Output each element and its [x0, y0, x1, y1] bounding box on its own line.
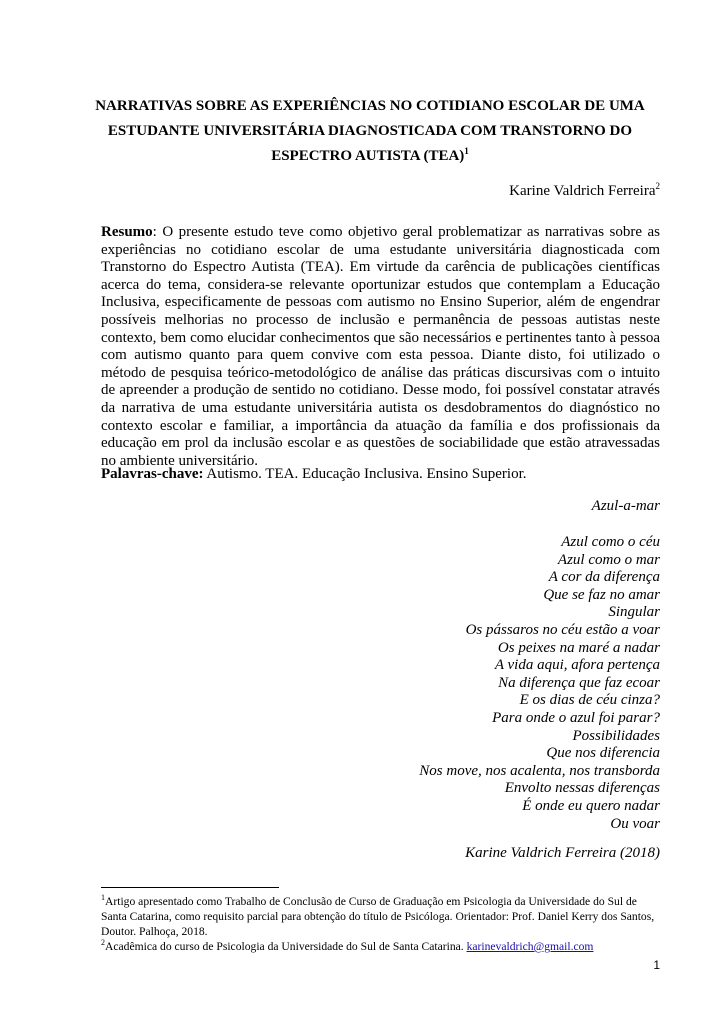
keywords-line [101, 464, 660, 484]
page-number: 1 [653, 958, 660, 972]
poem-verse: Os pássaros no céu estão a voar [465, 621, 660, 638]
poem-verse: Nos move, nos acalenta, nos transborda [419, 762, 660, 779]
poem-verse: Possibilidades [572, 727, 660, 744]
poem-verse: Na diferença que faz ecoar [498, 674, 660, 691]
abstract-label: Resumo [101, 224, 153, 240]
keywords-label: Palavras-chave: [101, 466, 204, 482]
footnote-divider [101, 887, 279, 888]
footnotes [101, 894, 661, 954]
footnote-2-mark: 2 [101, 938, 105, 948]
title-footnote-mark: 1 [464, 146, 469, 156]
poem-verse: Que se faz no amar [543, 586, 660, 603]
title-line-3: ESPECTRO AUTISTA (TEA) [271, 148, 465, 164]
author-name: Karine Valdrich Ferreira [509, 183, 656, 199]
author-footnote-mark: 2 [655, 181, 660, 191]
poem-verse: A cor da diferença [548, 569, 660, 586]
poem-verse: Azul como o céu [561, 534, 660, 550]
keywords-text: Autismo. TEA. Educação Inclusiva. Ensino Superior. [203, 466, 527, 482]
poem-title: Azul-a-mar [591, 498, 660, 514]
poem-verse: Que nos diferencia [546, 745, 660, 762]
author-email-link[interactable]: karinevaldrich@gmail.com [466, 940, 594, 953]
poem-verse: É onde eu quero nadar [522, 797, 660, 814]
abstract-paragraph [101, 224, 660, 470]
title-line-2: ESTUDANTE UNIVERSITÁRIA DIAGNOSTICADA COM TRANSTORNO DO [107, 123, 633, 139]
poem-verse: Os peixes na maré a nadar [497, 639, 660, 656]
title-line-1: NARRATIVAS SOBRE AS EXPERIÊNCIAS NO COTIDIANO ESCOLAR DE UMA [95, 98, 645, 114]
footnote-1-mark: 1 [101, 893, 105, 903]
abstract-separator: : [152, 224, 163, 240]
poem-verse: E os dias de céu cinza? [519, 692, 660, 709]
poem-verse: Singular [608, 604, 660, 621]
author-line [509, 181, 660, 201]
abstract-text: O presente estudo teve como objetivo geral problematizar as narrativas sobre as experiências no cotidiano escolar de uma estudante universitária diagnosticada com Transtorno do Espectro Autista (TEA). Em virtude da carência de publicações científicas acerca do tema, considera-se relevante oportunizar estudos que contemplam a Educação Inclusiva, especificamente de pessoas com autismo no Ensino Superior, além de engendrar possíveis melhorias no processo de inclusão e permanência de pessoas autistas neste contexto, bem como elucidar conhecimentos que são necessários e pertinentes tanto à pessoa com autismo quanto para quem convive com esta pessoa. Diante disto, foi utilizado o método de pesquisa teórico-metodológico de análise das práticas discursivas com o intuito de apreender a produção de sentido no cotidiano. Desse modo, foi possível constatar através da narrativa de uma estudante universitária autista os desdobramentos do diagnóstico no contexto escolar e familiar, a importância da atuação da família e dos profissionais da educação em prol da inclusão escolar e as questões de sociabilidade que estão atravessadas no ambiente universitário. [101, 224, 660, 469]
footnote-1-text: Artigo apresentado como Trabalho de Conclusão de Curso de Graduação em Psicologia da Universidade do Sul de Santa Catarina, como requisito parcial para obtenção do título de Psicóloga. Orientador: Prof. Daniel Kerry dos Santos, Doutor. Palhoça, 2018. [101, 895, 655, 938]
footnote-2 [101, 939, 661, 954]
footnote-1 [101, 894, 661, 939]
epigraph-poem [260, 496, 660, 863]
poem-verse: A vida aqui, afora pertença [494, 657, 660, 674]
poem-verse: Para onde o azul foi parar? [492, 709, 660, 726]
poem-verses [260, 534, 660, 833]
poem-verse: Azul como o mar [557, 551, 660, 568]
footnote-2-text: Acadêmica do curso de Psicologia da Universidade do Sul de Santa Catarina. [105, 940, 467, 953]
poem-author: Karine Valdrich Ferreira (2018) [465, 845, 660, 862]
paper-title [80, 94, 660, 169]
poem-verse: Envolto nessas diferenças [504, 780, 660, 797]
poem-verse: Ou voar [610, 815, 660, 832]
